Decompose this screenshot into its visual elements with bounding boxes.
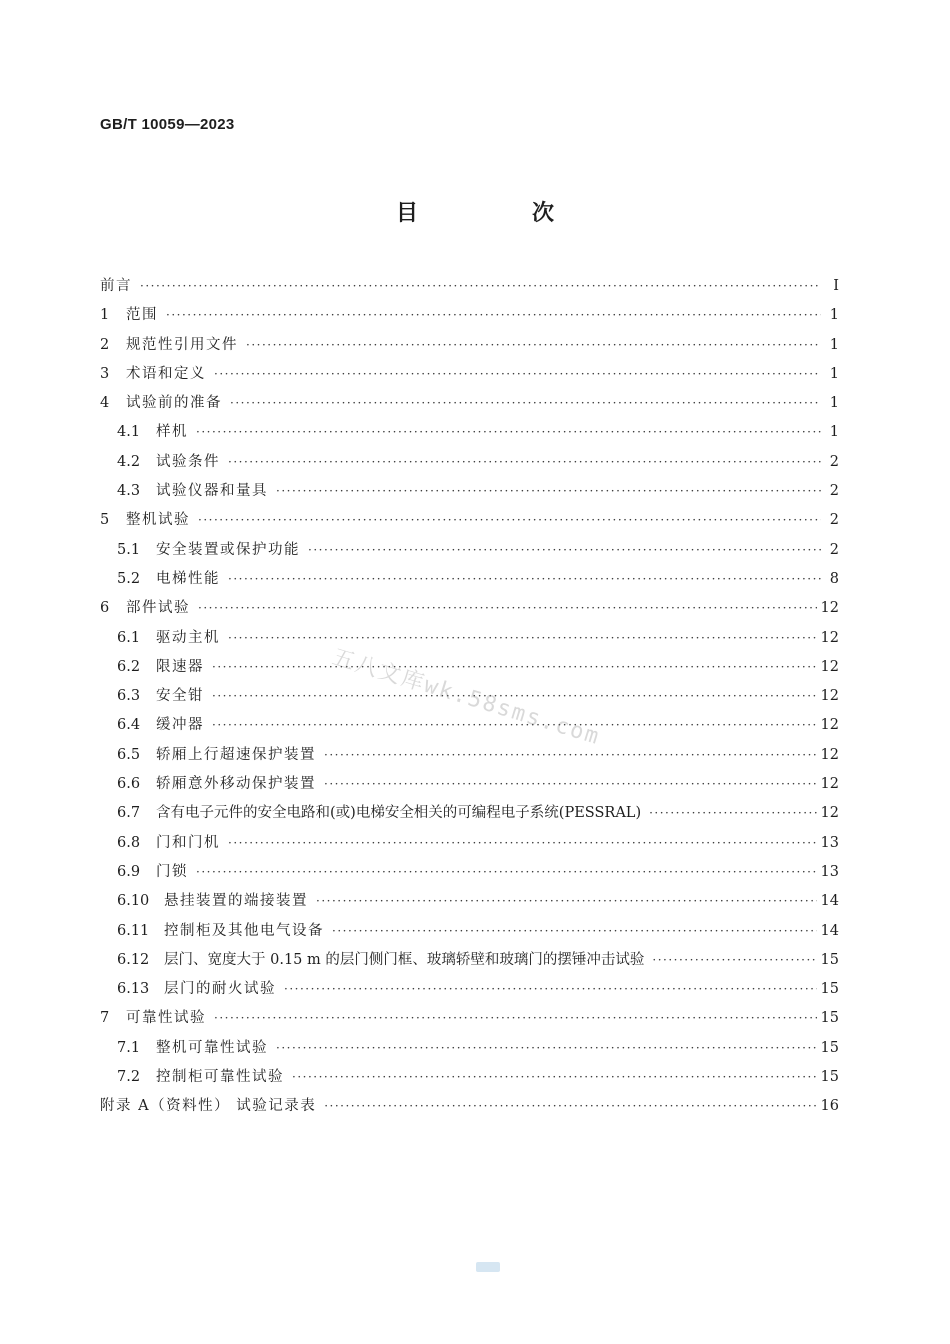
toc-entry-title: 控制柜及其他电气设备	[164, 922, 324, 939]
standard-number: GB/T 10059—2023	[100, 116, 235, 133]
toc-entry-title: 规范性引用文件	[126, 336, 238, 353]
toc-entry-title: 门和门机	[156, 834, 220, 851]
toc-dot-leader	[308, 536, 821, 565]
toc-entry-title: 驱动主机	[156, 629, 220, 646]
toc-dot-leader	[324, 1092, 816, 1121]
toc-entry-page: 2	[829, 483, 839, 500]
toc-entry-page: 12	[820, 746, 839, 763]
toc-entry-title: 安全装置或保护功能	[156, 541, 300, 558]
toc-entry-title: 悬挂装置的端接装置	[164, 893, 308, 910]
toc-entry-page: 14	[820, 893, 839, 910]
toc-entry-number: 2	[100, 336, 110, 353]
footer-logo-icon	[476, 1262, 500, 1272]
toc-entry-title: 安全钳	[156, 688, 204, 705]
toc-entry[interactable]	[100, 1092, 839, 1121]
toc-entry-page: 16	[820, 1098, 839, 1115]
toc-entry-number: 6.6	[117, 776, 141, 793]
toc-entry-number: 4.2	[117, 453, 141, 470]
toc-entry-title: 术语和定义	[126, 365, 206, 382]
toc-dot-leader	[652, 946, 816, 975]
toc-entry-number: 6.12	[117, 951, 150, 968]
toc-entry-number: 4.1	[117, 424, 141, 441]
toc-entry-number: 6.3	[117, 688, 141, 705]
toc-entry[interactable]	[100, 1034, 839, 1063]
toc-entry-number: 6	[100, 600, 110, 617]
toc-dot-leader	[292, 1063, 817, 1092]
toc-entry-title: 整机试验	[126, 512, 190, 529]
toc-entry-page: 12	[820, 688, 839, 705]
toc-entry-number: 6.10	[117, 893, 150, 910]
toc-dot-leader	[140, 272, 821, 301]
toc-entry[interactable]	[100, 418, 839, 447]
toc-entry-page: 12	[820, 776, 839, 793]
toc-entry-page: 15	[820, 981, 839, 998]
toc-entry-page: 1	[829, 395, 839, 412]
toc-entry-page: 2	[829, 541, 839, 558]
toc-dot-leader	[228, 448, 821, 477]
toc-entry-page: Ⅰ	[833, 278, 839, 294]
toc-entry-title: 整机可靠性试验	[156, 1039, 268, 1056]
toc-entry-number: 6.5	[117, 746, 141, 763]
toc-entry[interactable]	[100, 711, 839, 740]
toc-entry-title: 控制柜可靠性试验	[156, 1069, 284, 1086]
toc-entry-title: 门锁	[156, 863, 188, 880]
toc-entry[interactable]	[100, 594, 839, 623]
toc-entry[interactable]	[100, 917, 839, 946]
toc-entry-number: 6.11	[117, 922, 150, 939]
toc-dot-leader	[276, 477, 821, 506]
toc-dot-leader	[196, 418, 821, 447]
toc-entry-page: 12	[820, 717, 839, 734]
toc-entry[interactable]	[100, 536, 839, 565]
toc-entry[interactable]	[100, 975, 839, 1004]
toc-entry-page: 15	[820, 951, 839, 968]
toc-entry[interactable]	[100, 946, 839, 975]
toc-entry-number: 6.13	[117, 981, 150, 998]
toc-entry-page: 12	[820, 658, 839, 675]
toc-dot-leader	[246, 331, 821, 360]
toc-dot-leader	[316, 887, 817, 916]
toc-entry-page: 1	[829, 336, 839, 353]
toc-entry[interactable]	[100, 829, 839, 858]
toc-entry-title: 附录 A（资料性） 试验记录表	[100, 1098, 317, 1115]
toc-entry-title: 部件试验	[126, 600, 190, 617]
toc-entry-number: 6.4	[117, 717, 141, 734]
toc-entry-title: 可靠性试验	[126, 1010, 206, 1027]
toc-entry-title: 轿厢意外移动保护装置	[156, 776, 316, 793]
toc-entry-page: 15	[820, 1010, 839, 1027]
toc-dot-leader	[212, 653, 817, 682]
toc-dot-leader	[230, 389, 821, 418]
toc-entry[interactable]	[100, 624, 839, 653]
toc-entry-page: 1	[829, 424, 839, 441]
toc-entry-number: 5	[100, 512, 110, 529]
toc-entry-title: 前言	[100, 278, 132, 294]
toc-entry-number: 4.3	[117, 483, 141, 500]
toc-entry-page: 12	[820, 629, 839, 646]
toc-entry-page: 12	[820, 600, 839, 617]
toc-entry[interactable]	[100, 858, 839, 887]
toc-entry[interactable]	[100, 301, 839, 330]
toc-entry[interactable]	[100, 770, 839, 799]
toc-entry-title: 含有电子元件的安全电路和(或)电梯安全相关的可编程电子系统(PESSRAL)	[156, 805, 642, 822]
toc-entry-page: 1	[829, 307, 839, 324]
toc-entry[interactable]	[100, 887, 839, 916]
toc-entry-page: 1	[829, 365, 839, 382]
toc-dot-leader	[214, 360, 821, 389]
toc-entry-title: 范围	[126, 307, 158, 324]
toc-entry[interactable]	[100, 272, 839, 301]
toc-dot-leader	[324, 770, 817, 799]
toc-entry[interactable]	[100, 1004, 839, 1033]
toc-entry-page: 13	[820, 863, 839, 880]
toc-entry-number: 5.1	[117, 541, 141, 558]
toc-entry[interactable]	[100, 741, 839, 770]
toc-entry-page: 8	[829, 570, 839, 587]
toc-entry-page: 15	[820, 1069, 839, 1086]
toc-entry-title: 样机	[156, 424, 188, 441]
toc-dot-leader	[284, 975, 817, 1004]
page-title: 目 次	[395, 200, 600, 226]
toc-dot-leader	[198, 506, 821, 535]
toc-entry-number: 7.2	[117, 1069, 141, 1086]
toc-entry-page: 12	[820, 805, 839, 822]
toc-entry-title: 试验仪器和量具	[156, 483, 268, 500]
toc-dot-leader	[198, 594, 817, 623]
toc-entry[interactable]	[100, 448, 839, 477]
toc-entry-number: 3	[100, 365, 110, 382]
toc-dot-leader	[228, 624, 817, 653]
toc-dot-leader	[332, 917, 817, 946]
toc-entry-page: 13	[820, 834, 839, 851]
toc-entry-number: 6.9	[117, 863, 141, 880]
toc-entry[interactable]	[100, 653, 839, 682]
toc-entry-title: 试验前的准备	[126, 395, 222, 412]
toc-entry-title: 缓冲器	[156, 717, 204, 734]
toc-dot-leader	[276, 1034, 817, 1063]
toc-entry[interactable]	[100, 389, 839, 418]
toc-dot-leader	[228, 829, 817, 858]
toc-entry-number: 6.8	[117, 834, 141, 851]
toc-entry-number: 7.1	[117, 1039, 141, 1056]
toc-entry-page: 2	[829, 512, 839, 529]
toc-entry[interactable]	[100, 1063, 839, 1092]
toc-entry-title: 限速器	[156, 658, 204, 675]
toc-dot-leader	[228, 565, 821, 594]
toc-dot-leader	[166, 301, 821, 330]
watermark-text: 五八文库wk.58sms.com	[329, 644, 604, 751]
toc-entry[interactable]	[100, 477, 839, 506]
toc-entry-title: 电梯性能	[156, 570, 220, 587]
toc-entry-page: 15	[820, 1039, 839, 1056]
toc-dot-leader	[649, 799, 816, 828]
toc-entry-number: 6.2	[117, 658, 141, 675]
toc-entry-number: 7	[100, 1010, 110, 1027]
toc-entry-page: 2	[829, 453, 839, 470]
toc-entry-number: 1	[100, 307, 110, 324]
toc-entry-number: 5.2	[117, 570, 141, 587]
toc-entry[interactable]	[100, 799, 839, 828]
toc-entry-title: 层门、宽度大于 0.15 m 的层门侧门框、玻璃轿壁和玻璃门的摆锤冲击试验	[164, 951, 645, 968]
toc-dot-leader	[324, 741, 817, 770]
toc-entry-number: 6.7	[117, 805, 141, 822]
toc-entry[interactable]	[100, 565, 839, 594]
toc-entry[interactable]	[100, 506, 839, 535]
toc-entry[interactable]	[100, 331, 839, 360]
toc-entry-title: 层门的耐火试验	[164, 981, 276, 998]
toc-entry-number: 4	[100, 395, 110, 412]
toc-dot-leader	[196, 858, 817, 887]
toc-entry-title: 试验条件	[156, 453, 220, 470]
toc-entry-title: 轿厢上行超速保护装置	[156, 746, 316, 763]
toc-entry-page: 14	[820, 922, 839, 939]
toc-dot-leader	[214, 1004, 817, 1033]
toc-entry-number: 6.1	[117, 629, 141, 646]
toc-entry[interactable]	[100, 360, 839, 389]
